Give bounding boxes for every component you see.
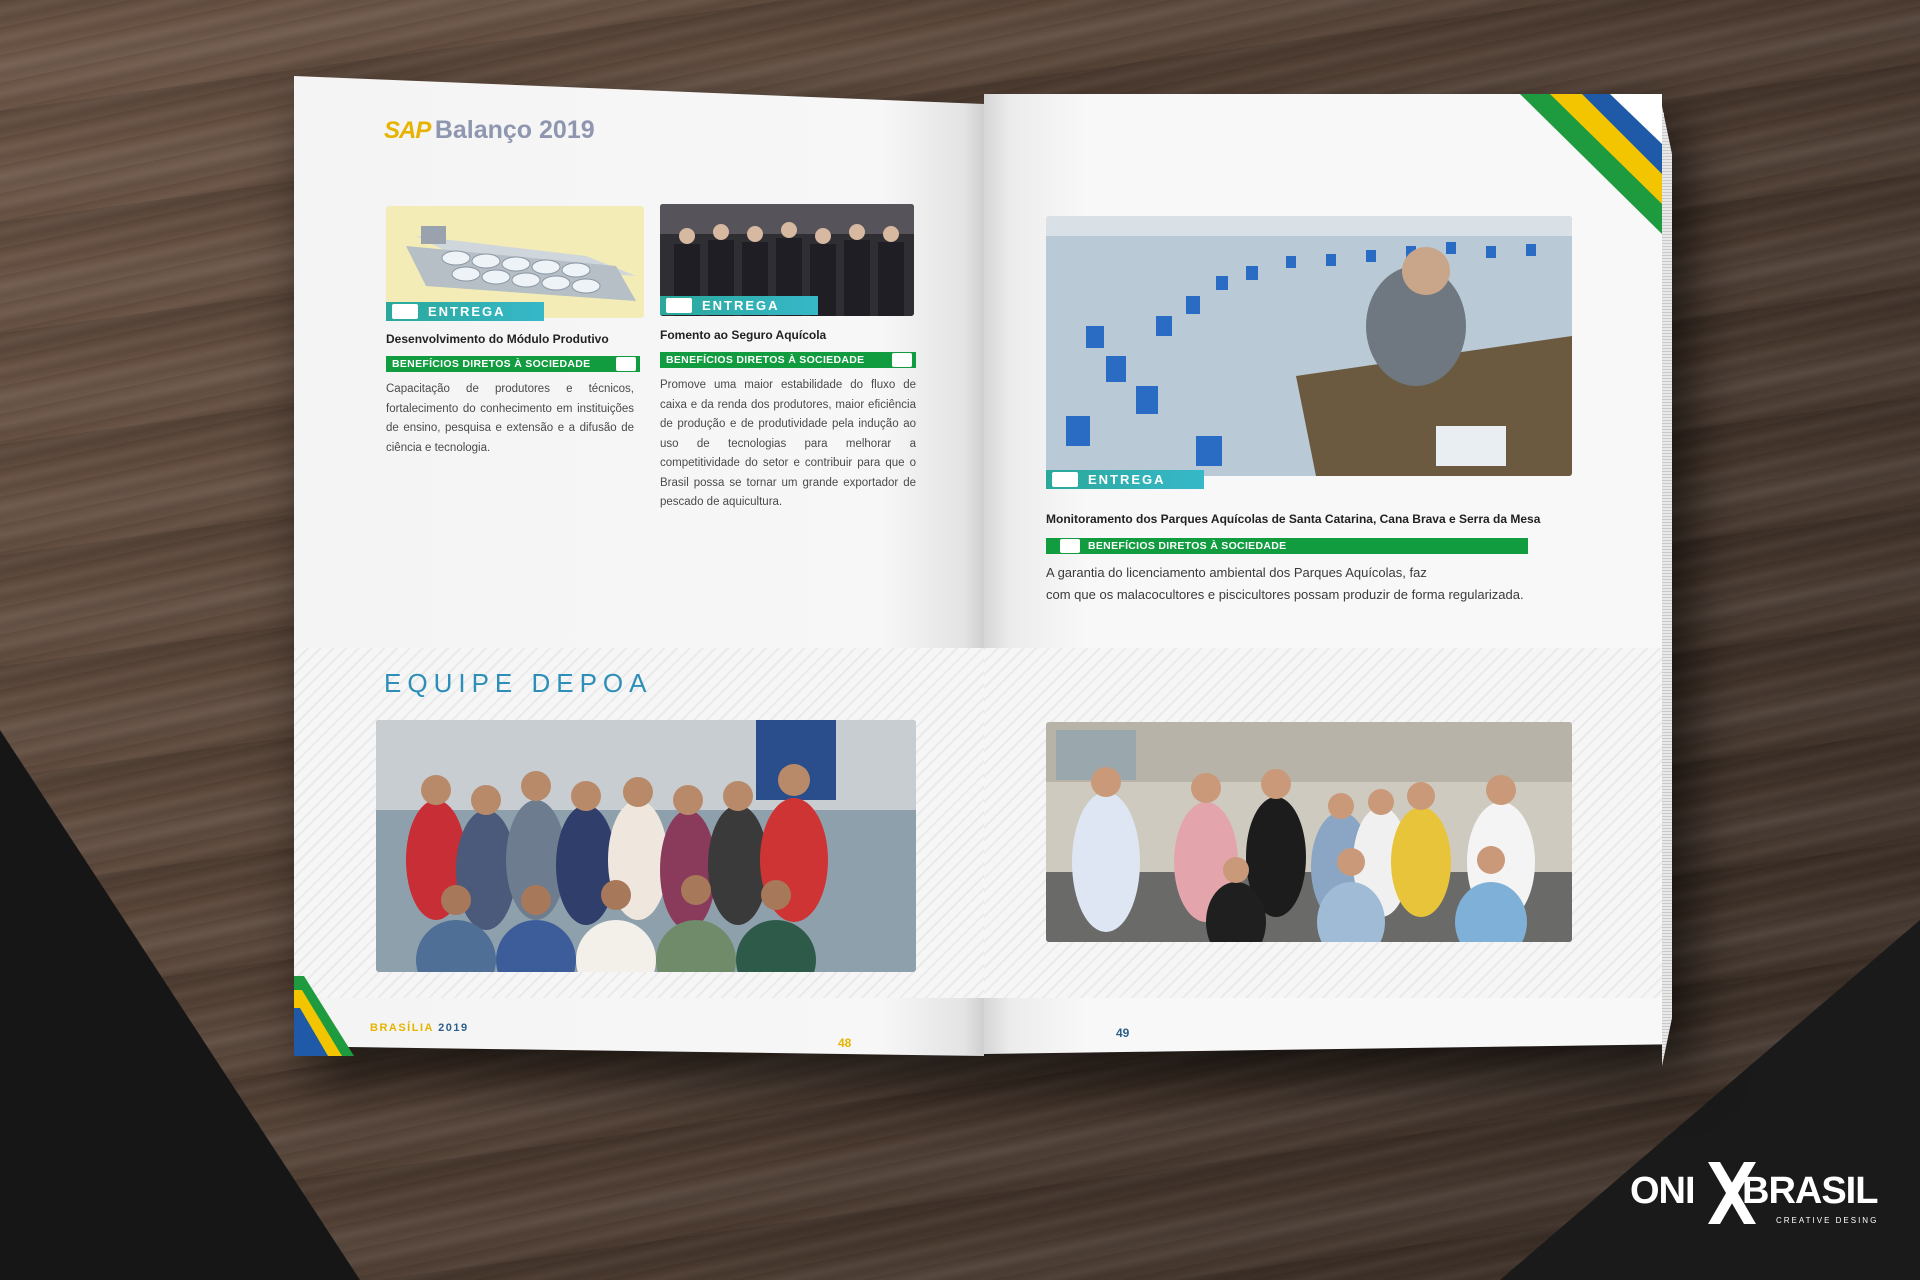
team-photo-right bbox=[1046, 722, 1572, 942]
page-number-right: 49 bbox=[1116, 1026, 1130, 1040]
header-logo bbox=[384, 116, 595, 145]
aquaculture-photo bbox=[1046, 216, 1572, 476]
mapa-logo-icon bbox=[666, 298, 692, 313]
benefit-icon bbox=[616, 357, 636, 371]
section-title: EQUIPE DEPOA bbox=[384, 668, 653, 698]
item-description: Capacitação de produtores e técnicos, fortalecimento do conhecimento em instituições de ensino, pesquisa e extensão e a difusão de ciência e tecnologia. bbox=[386, 383, 634, 454]
item-description: A garantia do licenciamento ambiental dos Parques Aquícolas, faz com que os malacocultores e piscicultores possam produzir de forma regularizada. bbox=[1046, 565, 1524, 602]
team-photo-depoa bbox=[376, 720, 916, 972]
footer-location bbox=[370, 1022, 469, 1034]
footer-year: 2019 bbox=[438, 1022, 469, 1034]
watermark-tagline: CREATIVE DESING bbox=[1776, 1216, 1879, 1225]
benefits-banner: BENEFÍCIOS DIRETOS À SOCIEDADE bbox=[386, 356, 640, 372]
benefit-icon bbox=[892, 353, 912, 367]
footer-city: BRASÍLIA bbox=[370, 1022, 434, 1034]
balanco-title: Balanço 2019 bbox=[434, 116, 595, 144]
benefits-banner: BENEFÍCIOS DIRETOS À SOCIEDADE bbox=[660, 352, 916, 368]
benefits-banner: BENEFÍCIOS DIRETOS À SOCIEDADE bbox=[1046, 538, 1528, 554]
open-booklet bbox=[280, 76, 1670, 1066]
item-title: Desenvolvimento do Módulo Produtivo bbox=[386, 332, 609, 346]
item-title: Monitoramento dos Parques Aquícolas de Santa Catarina, Cana Brava e Serra da Mesa bbox=[1046, 512, 1541, 526]
entrega-badge: ENTREGA bbox=[386, 302, 544, 321]
watermark-oni: ONI bbox=[1630, 1170, 1695, 1212]
mapa-logo-icon bbox=[1052, 472, 1078, 487]
page-edges bbox=[1662, 106, 1672, 1066]
flag-ribbon-corner bbox=[294, 976, 354, 1056]
item-title: Fomento ao Seguro Aquícola bbox=[660, 328, 827, 342]
mapa-logo-icon bbox=[392, 304, 418, 319]
onixbrasil-watermark bbox=[1630, 1170, 1878, 1225]
watermark-brasil: BRASIL bbox=[1742, 1170, 1878, 1212]
entrega-badge: ENTREGA bbox=[1046, 470, 1204, 489]
flag-ribbon-corner bbox=[1520, 94, 1662, 234]
item-description: Promove uma maior estabilidade do fluxo de caixa e da renda dos produtores, maior eficiência de produção e de produtividade pela indução ao uso de tecnologias para melhorar a competitividade do setor e contribuir para que o Brasil possa se tornar um grande exportador de pescado de aquicultura. bbox=[660, 379, 916, 508]
benefit-icon bbox=[1060, 539, 1080, 553]
page-number-left: 48 bbox=[838, 1036, 852, 1050]
entrega-badge: ENTREGA bbox=[660, 296, 818, 315]
sap-logo: SAP bbox=[384, 117, 431, 144]
